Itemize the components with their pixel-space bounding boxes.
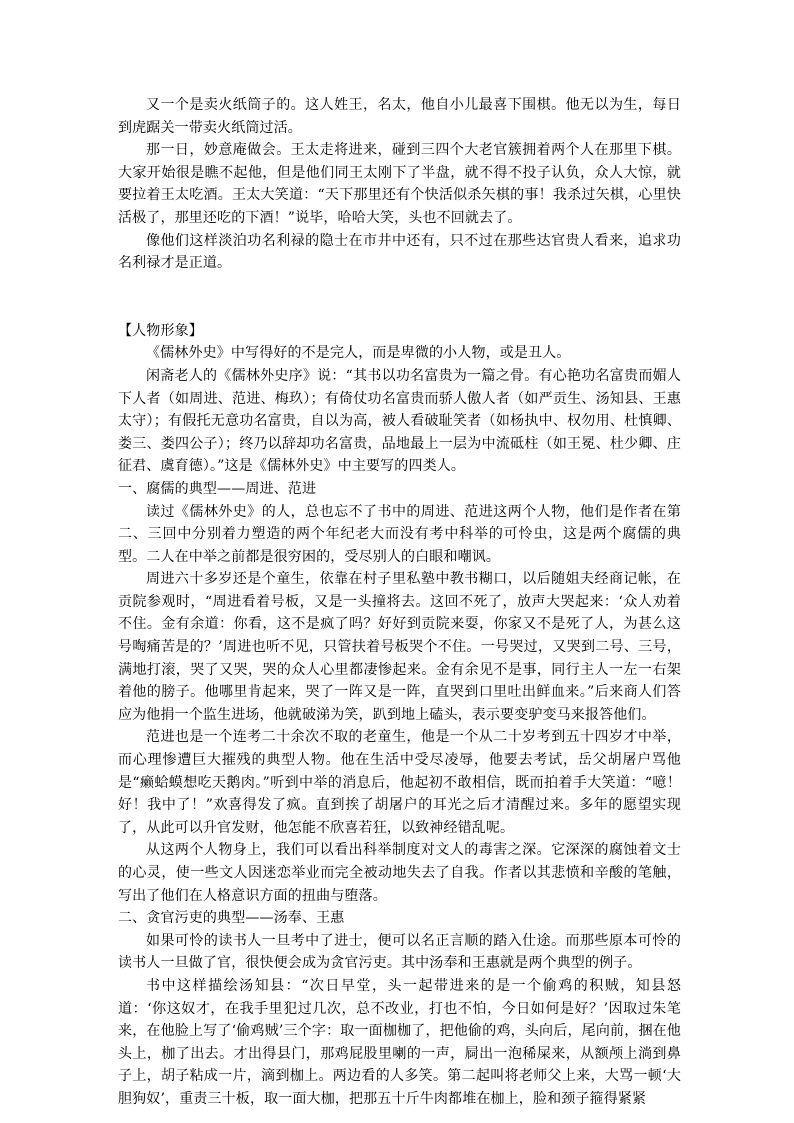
subsection-paragraph: 书中这样描绘汤知县：“次日早堂，头一起带进来的是一个偷鸡的积贼，知县怒道：‘你这奴才，在我手里犯过几次，总不改业，打也不怕，今日如何是好？’因取过朱笔来，在他脸上写了‘偷鸡贼’三个字：取一面枷枷了，把他偷的鸡，头向后，尾向前，捆在他头上，枷了出去。才出得县门，那鸡屁股里喇的一声，屙出一泡稀屎来，从额颅上淌到鼻子上，胡子粘成一片，滴到枷上。两边看的人多笑。第二起叫将老师父上来，大骂一顿‘大胆狗奴’，重责三十板，取一面大枷，把那五十斤牛肉都堆在枷上，脸和颈子箍得紧紧 xyxy=(118,977,681,1107)
intro-paragraph: 又一个是卖火纸筒子的。这人姓王，名太，他自小儿最喜下围棋。他无以为生，每日到虎踞关一带卖火纸筒过活。 xyxy=(118,97,681,136)
intro-paragraph: 像他们这样淡泊功名利禄的隐士在市井中还有，只不过在那些达官贵人看来，追求功名利禄才是正道。 xyxy=(118,232,681,272)
section-paragraph: 《儒林外史》中写得好的不是完人，而是卑微的小人物，或是丑人。 xyxy=(146,345,571,362)
intro-paragraph: 那一日，妙意庵做会。王太走将进来，碰到三四个大老官簇拥着两个人在那里下棋。大家开始很是瞧不起他，但是他们同王太刚下了半盘，就不得不投子认负，众人大惊，就要拉着王太吃酒。王太大笑道：“天下那里还有个快活似杀矢棋的事！我杀过矢棋，心里快活极了，那里还吃的下酒！”说毕，哈哈大笑，头也不回就去了。 xyxy=(118,142,681,226)
section-paragraph: 闲斋老人的《儒林外史序》说：“其书以功名富贵为一篇之骨。有心艳功名富贵而媚人下人者（如周进、范进、梅玖）；有倚仗功名富贵而骄人傲人者（如严贡生、汤知县、王惠太守）；有假托无意功名富贵，自以为高，被人看破耻笑者（如杨执中、权勿用、杜慎卿、娄三、娄四公子）；终乃以辞却功名富贵，品地最上一层为中流砥柱（如王冕、杜少卿、庄征君、虞育德）。”这是《儒林外史》中主要写的四类人。 xyxy=(118,367,681,475)
section-title: 【人物形象】 xyxy=(118,322,203,339)
subsection-paragraph: 周进六十多岁还是个童生，依靠在村子里私塾中教书糊口，以后随姐夫经商记帐，在贡院参观时，“周进看着号板，又是一头撞将去。这回不死了，放声大哭起来：‘众人劝着不住。金有余道：你看，这不是疯了吗？好好到贡院来耍，你家又不是死了人，为甚么这号啕痛苦是的？’周进也听不见，只管扶着号板哭个不住。一号哭过，又哭到二号、三号，满地打滚，哭了又哭，哭的众人心里都凄惨起来。金有余见不是事，同行主人一左一右架着他的膀子。他哪里肯起来，哭了一阵又是一阵，直哭到口里吐出鲜血来。”后来商人们答应为他捐一个监生进场，他就破涕为笑，趴到地上磕头，表示要变驴变马来报答他们。 xyxy=(118,571,681,723)
section-spacer xyxy=(118,275,681,320)
subsection-paragraph: 读过《儒林外史》的人，总也忘不了书中的周进、范进这两个人物，他们是作者在第二、三回中分别着力塑造的两个年纪老大而没有考中科举的可怜虫，这是两个腐儒的典型。二人在中举之前都是很穷困的，受尽别人的白眼和嘲讽。 xyxy=(118,503,681,565)
subsection-paragraph: 范进也是一个连考二十余次不取的老童生，他是一个从二十岁考到五十四岁才中举，而心理惨遭巨大摧残的典型人物。他在生活中受尽凌辱，他要去考试，岳父胡屠户骂他是“癞蛤蟆想吃天鹅肉。”听到中举的消息后，他起初不敢相信，既而拍着手大笑道：“噫！好！我中了！”欢喜得发了疯。直到挨了胡屠户的耳光之后才清醒过来。多年的愿望实现了，从此可以升官发财，他怎能不欣喜若狂，以致神经错乱呢。 xyxy=(118,729,681,836)
document-body xyxy=(118,94,681,1111)
subsection-paragraph: 从这两个人物身上，我们可以看出科举制度对文人的毒害之深。它深深的腐蚀着文士的心灵，使一些文人因迷恋举业而完全被动地失去了自我。作者以其悲愤和辛酸的笔触，写出了他们在人格意识方面的扭曲与堕落。 xyxy=(118,842,681,904)
subsection-title: 一、腐儒的典型——周进、范进 xyxy=(118,480,317,497)
subsection-paragraph: 如果可怜的读书人一旦考中了进士，便可以名正言顺的踏入仕途。而那些原本可怜的读书人一旦做了官，很快便会成为贪官污吏。其中汤奉和王惠就是两个典型的例子。 xyxy=(118,932,681,972)
subsection-title: 二、贪官污吏的典型——汤奉、王惠 xyxy=(118,910,345,927)
